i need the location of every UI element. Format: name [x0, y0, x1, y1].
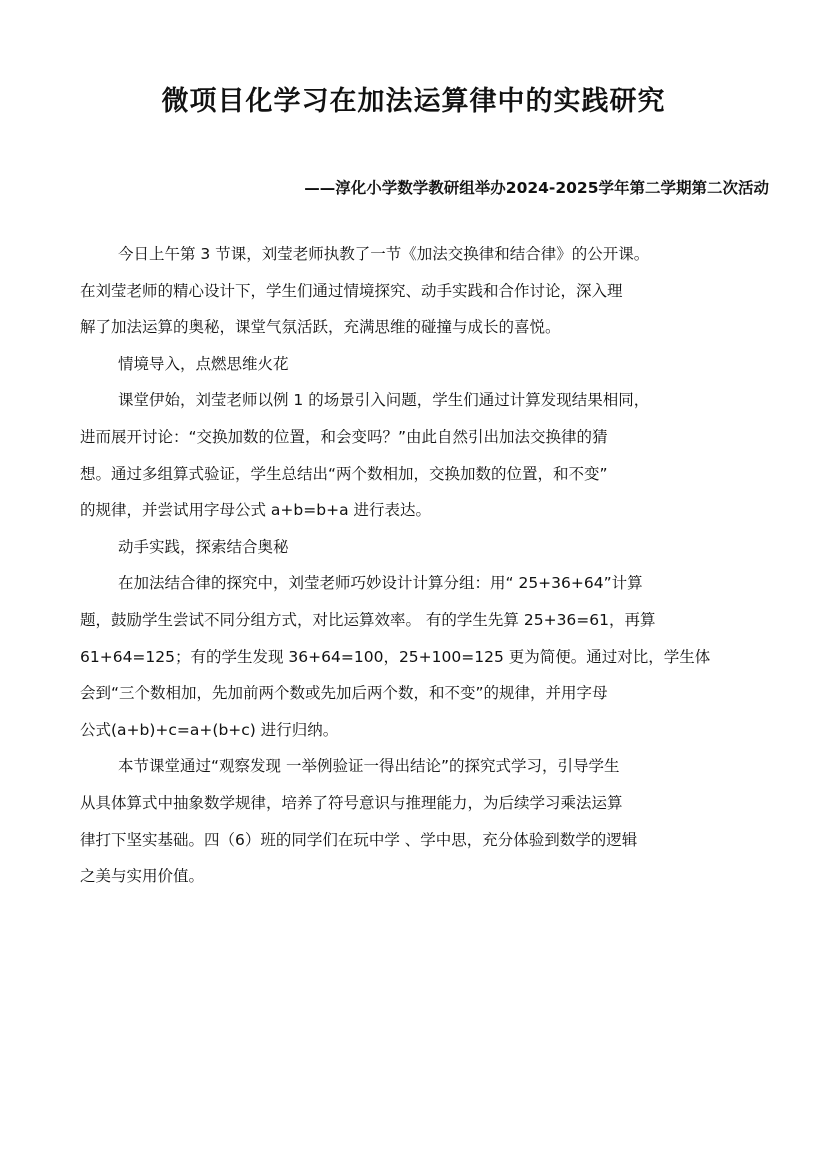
- body-line: 情境导入，点燃思维火花: [118, 354, 289, 373]
- document-title: 微项目化学习在加法运算律中的实践研究: [161, 86, 666, 117]
- body-line: 律打下坚实基础。四（6）班的同学们在玩中学 、学中思，充分体验到数学的逻辑: [80, 830, 638, 849]
- body-line: 本节课堂通过“观察发现 一举例验证一得出结论”的探究式学习，引导学生: [118, 757, 620, 776]
- body-line: 进而展开讨论：“交换加数的位置，和会变吗？”由此自然引出加法交换律的猜: [80, 427, 608, 446]
- body-line: 61+64=125；有的学生发现 36+64=100，25+100=125 更为简便。通过对比，学生体: [80, 647, 711, 666]
- document-body: [80, 236, 768, 895]
- body-line: 的规律，并尝试用字母公式 a+b=b+a 进行表达。: [80, 501, 431, 520]
- body-line: 在刘莹老师的精心设计下，学生们通过情境探究、动手实践和合作讨论，深入理: [80, 281, 623, 300]
- body-line: 题，鼓励学生尝试不同分组方式，对比运算效率。 有的学生先算 25+36=61，再算: [80, 610, 656, 629]
- body-line: 公式(a+b)+c=a+(b+c) 进行归纳。: [80, 720, 339, 739]
- body-line: 想。通过多组算式验证，学生总结出“两个数相加，交换加数的位置，和不变”: [80, 464, 608, 483]
- body-line: 动手实践，探索结合奥秘: [118, 537, 289, 556]
- body-line: 之美与实用价值。: [80, 867, 205, 886]
- body-line: 在加法结合律的探究中，刘莹老师巧妙设计计算分组：用“ 25+36+64”计算: [118, 574, 643, 593]
- document-subtitle: ——淳化小学数学教研组举办2024-2025学年第二学期第二次活动: [304, 179, 769, 197]
- body-line: 从具体算式中抽象数学规律，培养了符号意识与推理能力，为后续学习乘法运算: [80, 793, 623, 812]
- body-line: 会到“三个数相加，先加前两个数或先加后两个数，和不变”的规律，并用字母: [80, 684, 608, 703]
- body-line: 解了加法运算的奥秘，课堂气氛活跃，充满思维的碰撞与成长的喜悦。: [80, 318, 561, 337]
- body-line: 今日上午第 3 节课，刘莹老师执教了一节《加法交换律和结合律》的公开课。: [118, 245, 650, 263]
- body-line: 课堂伊始，刘莹老师以例 1 的场景引入问题，学生们通过计算发现结果相同，: [118, 391, 650, 410]
